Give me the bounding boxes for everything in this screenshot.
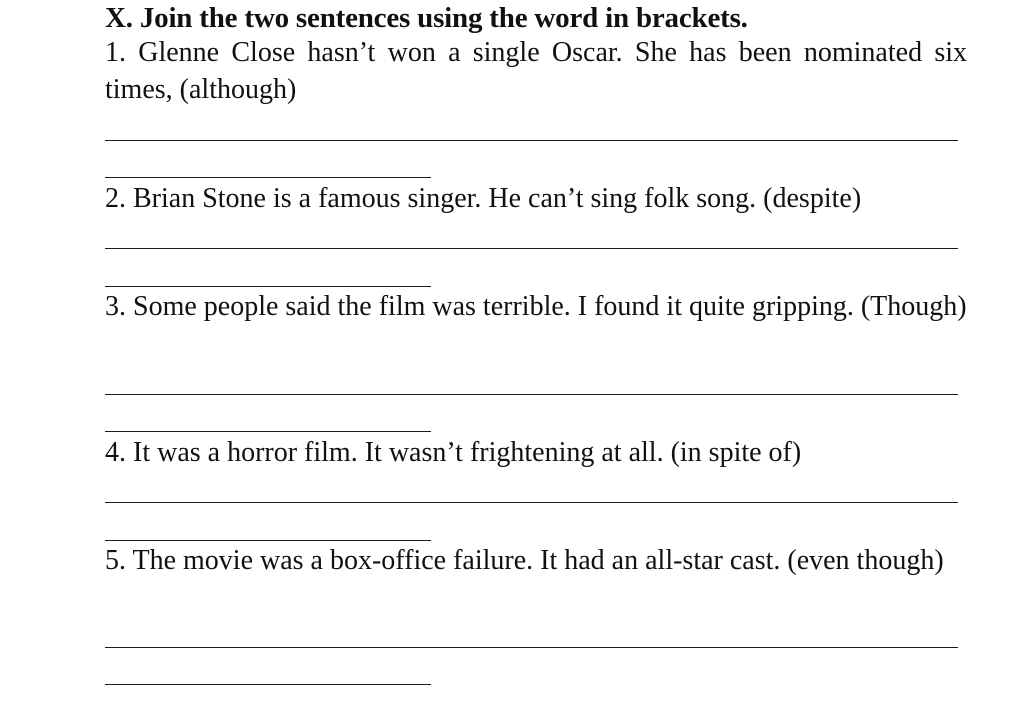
- question-5: 5. The movie was a box-office failure. It had an all-star cast. (even though): [105, 545, 944, 576]
- answer-line-5a[interactable]: [105, 647, 958, 648]
- question-1: 1. Glenne Close hasn’t won a single Oscar. She has been nominated six times, (although): [105, 37, 967, 105]
- question-3: 3. Some people said the film was terrible. I found it quite gripping. (Though): [105, 291, 967, 322]
- question-2: 2. Brian Stone is a famous singer. He can’t sing folk song. (despite): [105, 183, 862, 214]
- answer-line-4a[interactable]: [105, 502, 958, 503]
- answer-line-5b[interactable]: [105, 684, 431, 685]
- answer-line-1a[interactable]: [105, 140, 958, 141]
- answer-line-3a[interactable]: [105, 394, 958, 395]
- question-4: 4. It was a horror film. It wasn’t frightening at all. (in spite of): [105, 437, 802, 468]
- answer-line-4b[interactable]: [105, 540, 431, 541]
- answer-line-2a[interactable]: [105, 248, 958, 249]
- exercise-title: X. Join the two sentences using the word in brackets.: [105, 2, 748, 34]
- answer-line-2b[interactable]: [105, 286, 431, 287]
- answer-line-1b[interactable]: [105, 177, 431, 178]
- answer-line-3b[interactable]: [105, 431, 431, 432]
